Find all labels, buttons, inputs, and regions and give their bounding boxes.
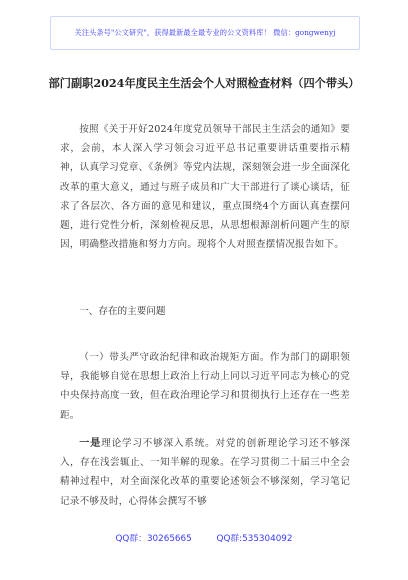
point-paragraph: [60, 434, 350, 511]
footer: [0, 531, 408, 544]
document-title: 部门副职2024年度民主生活会个人对照检查材料（四个带头）: [48, 76, 360, 90]
header-banner: [50, 16, 360, 50]
banner-text: 关注头条号"公文研究"，获得最新最全最专业的公文资料库！ 微信：gongwenyj: [74, 28, 336, 37]
point-text: 理论学习不够深入系统。对党的创新理论学习还不够深入，存在浅尝辄止、一知半解的现象。在学习贯彻二十届三中全会精神过程中，对全面深化改革的重要论述领会不够深刻，学习笔记记录不够及时，心得体会撰写不够: [60, 438, 350, 507]
subsection-paragraph: （一）带头严守政治纪律和政治规矩方面。作为部门的副职领导，我能够自觉在思想上政治上行动上同以习近平同志为核心的党中央保持高度一致，但在政治理论学习和贯彻执行上还存在一些差距。: [60, 352, 350, 421]
point-lead: 一是: [79, 437, 102, 449]
intro-paragraph: 按照《关于开好2024年度党员领导干部民主生活会的通知》要求，会前，本人深入学习领会习近平总书记重要讲话重要指示精神，认真学习党章、《条例》等党内法规，深刻领会进一步全面深化改革的重大意义，通过与班子成员和广大干部进行了谈心谈话，征求了各层次、各方面的意见和建议，重点围绕4个方面认真查摆问题，进行党性分析，深刻检视反思，从思想根源剖析问题产生的原因，明确整改措施和努力方向。现将个人对照查摆情况报告如下。: [60, 124, 350, 251]
footer-qq-group-2[interactable]: QQ群:535304092: [216, 534, 293, 544]
footer-qq-group-1[interactable]: QQ群：30265665: [115, 534, 192, 544]
section-heading: 一、存在的主要问题: [79, 306, 166, 317]
